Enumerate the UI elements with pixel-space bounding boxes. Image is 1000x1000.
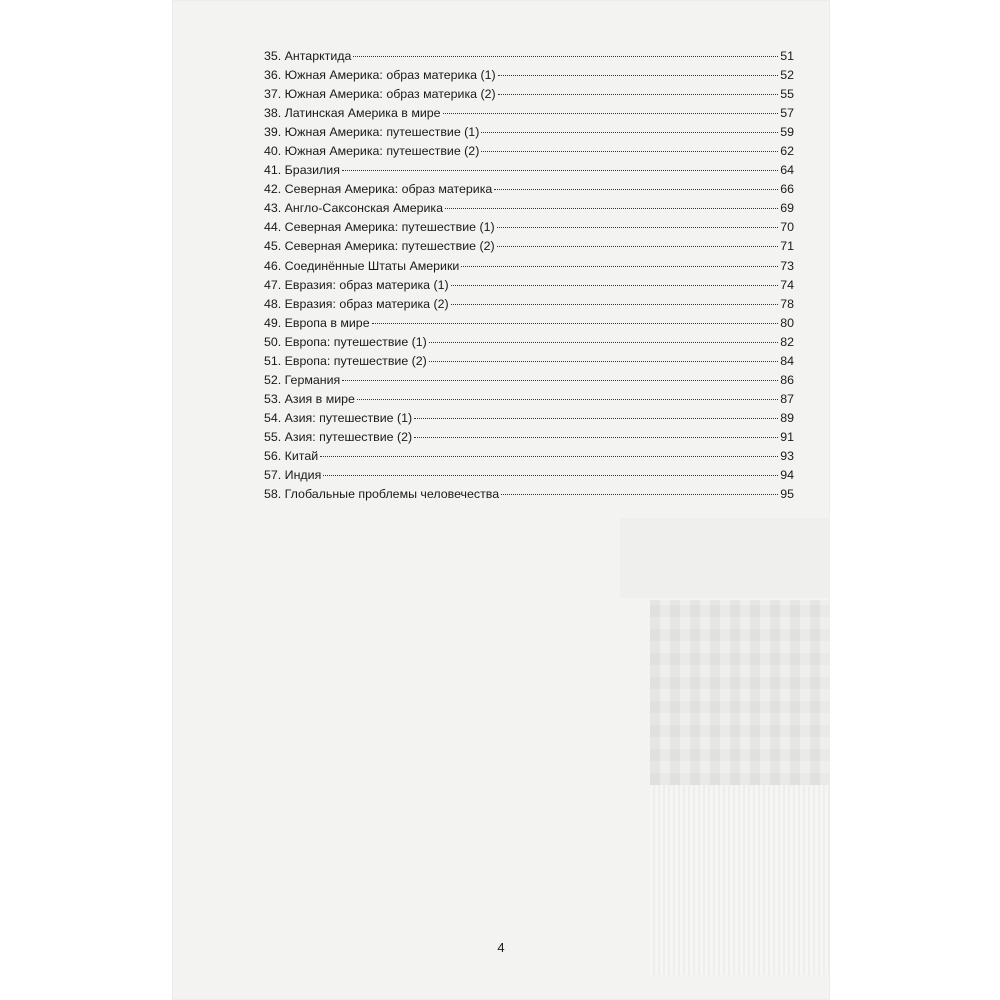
toc-entry [264,333,794,352]
toc-entry-page: 70 [780,220,794,235]
toc-entry-page: 93 [780,448,794,463]
toc-entry-page: 78 [780,296,794,311]
toc-entry-page: 74 [780,277,794,292]
toc-entry [264,142,794,161]
scan-artifact [650,600,830,785]
toc-entry-page: 95 [780,487,794,502]
toc-dot-leader [445,208,778,209]
toc-dot-leader [497,227,779,228]
toc-entry-page: 80 [780,315,794,330]
toc-dot-leader [353,56,778,57]
toc-entry-title: 53. Азия в мире [264,391,355,406]
toc-dot-leader [451,285,779,286]
toc-dot-leader [481,132,778,133]
toc-entry-title: 46. Соединённые Штаты Америки [264,258,460,273]
toc-entry-page: 73 [780,258,794,273]
toc-entry [264,428,794,447]
toc-entry-page: 89 [780,410,794,425]
toc-entry [264,371,794,390]
toc-dot-leader [342,170,778,171]
toc-entry [264,485,794,504]
toc-entry-page: 82 [780,334,794,349]
toc-dot-leader [497,246,779,247]
toc-dot-leader [429,342,778,343]
toc-entry-page: 55 [780,87,794,102]
toc-dot-leader [443,113,779,114]
scan-artifact [620,518,830,598]
toc-entry-title: 50. Европа: путешествие (1) [264,334,427,349]
toc-entry-page: 52 [780,68,794,83]
toc-entry-title: 49. Европа в мире [264,315,370,330]
toc-entry [264,409,794,428]
toc-entry-page: 94 [780,468,794,483]
toc-entry-title: 36. Южная Америка: образ материка (1) [264,68,496,83]
toc-entry-title: 35. Антарктида [264,49,352,63]
toc-entry-title: 47. Евразия: образ материка (1) [264,277,449,292]
toc-dot-leader [451,304,779,305]
toc-entry [264,314,794,333]
toc-dot-leader [342,380,778,381]
toc-entry [264,257,794,276]
toc-dot-leader [461,266,778,267]
page-number: 4 [497,940,505,955]
toc-entry [264,66,794,85]
toc-entry [264,466,794,485]
toc-entry-title: 40. Южная Америка: путешествие (2) [264,144,480,159]
toc-entry-page: 57 [780,106,794,121]
toc-entry [264,218,794,237]
toc-entry-title: 54. Азия: путешествие (1) [264,410,413,425]
toc-entry [264,276,794,295]
toc-entry-page: 86 [780,372,794,387]
toc-entry-title: 42. Северная Америка: образ материка [264,182,493,197]
toc-entry-title: 48. Евразия: образ материка (2) [264,296,449,311]
toc-entry-title: 55. Азия: путешествие (2) [264,429,413,444]
toc-entry-title: 37. Южная Америка: образ материка (2) [264,87,496,102]
toc-entry [264,161,794,180]
toc-entry-page: 64 [780,163,794,178]
toc-entry [264,295,794,314]
toc-entry-page: 62 [780,144,794,159]
toc-entry-page: 87 [780,391,794,406]
toc-entry [264,237,794,256]
table-of-contents [264,47,794,504]
toc-entry [264,47,794,66]
toc-entry [264,352,794,371]
toc-entry-title: 51. Европа: путешествие (2) [264,353,427,368]
toc-entry [264,123,794,142]
toc-entry-page: 84 [780,353,794,368]
toc-dot-leader [481,151,778,152]
toc-entry [264,390,794,409]
toc-dot-leader [498,75,779,76]
toc-entry-title: 41. Бразилия [264,163,340,178]
toc-dot-leader [414,418,778,419]
toc-entry [264,199,794,218]
toc-dot-leader [498,94,779,95]
toc-entry-page: 51 [780,49,794,63]
toc-entry-page: 69 [780,201,794,216]
toc-entry-title: 58. Глобальные проблемы человечества [264,487,500,502]
toc-dot-leader [372,323,779,324]
toc-entry-page: 59 [780,125,794,140]
toc-entry-title: 45. Северная Америка: путешествие (2) [264,239,495,254]
toc-entry-title: 39. Южная Америка: путешествие (1) [264,125,480,140]
toc-entry-title: 56. Китай [264,448,319,463]
toc-entry [264,447,794,466]
toc-dot-leader [501,494,778,495]
toc-dot-leader [414,437,778,438]
toc-entry [264,85,794,104]
toc-entry-title: 52. Германия [264,372,341,387]
toc-dot-leader [320,456,778,457]
toc-entry-title: 57. Индия [264,468,322,483]
toc-entry [264,180,794,199]
toc-dot-leader [357,399,778,400]
toc-entry-page: 71 [780,239,794,254]
toc-dot-leader [429,361,778,362]
toc-entry-title: 44. Северная Америка: путешествие (1) [264,220,495,235]
toc-dot-leader [494,189,778,190]
document-page [172,0,830,1000]
toc-entry-page: 91 [780,429,794,444]
toc-entry-title: 43. Англо-Саксонская Америка [264,201,444,216]
toc-entry-page: 66 [780,182,794,197]
toc-entry [264,104,794,123]
toc-entry-title: 38. Латинская Америка в мире [264,106,441,121]
toc-dot-leader [323,475,778,476]
